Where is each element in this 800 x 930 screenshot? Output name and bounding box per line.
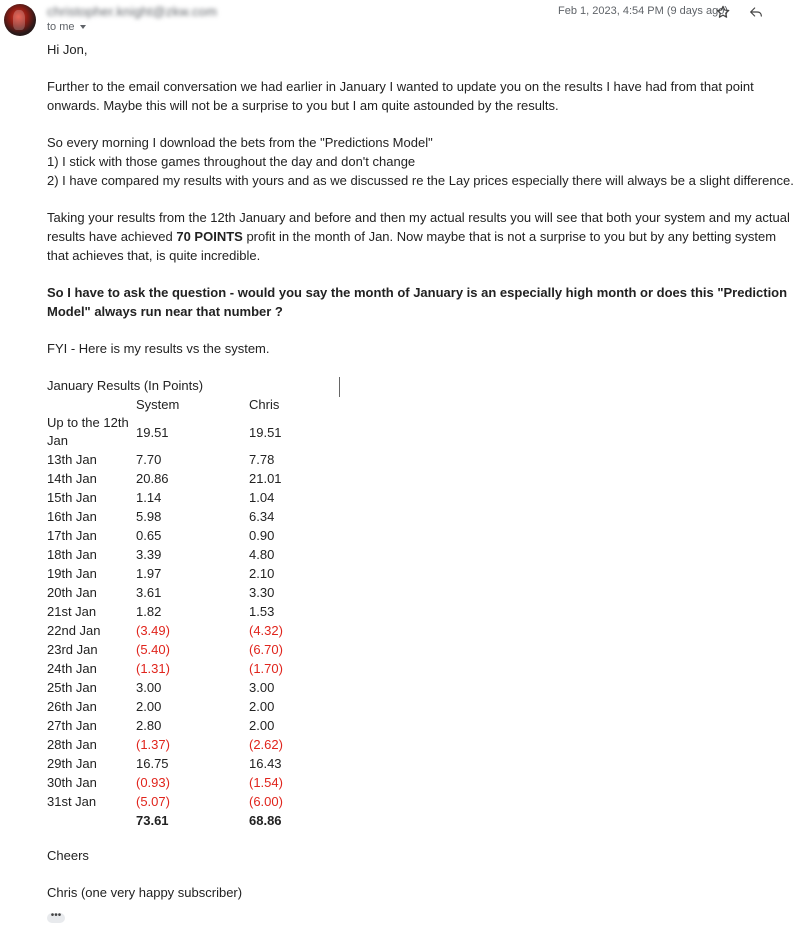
row-label: 29th Jan bbox=[47, 756, 97, 771]
table-row bbox=[47, 488, 309, 507]
sender-email[interactable]: christopher.knight@zkw.com bbox=[47, 4, 218, 19]
cell-chris: 0.90 bbox=[249, 528, 275, 543]
cell-chris: (1.54) bbox=[249, 775, 283, 790]
cell-chris: 2.00 bbox=[249, 718, 275, 733]
signoff: Cheers bbox=[47, 848, 89, 863]
row-label: 17th Jan bbox=[47, 528, 97, 543]
cell-chris: (4.32) bbox=[249, 623, 283, 638]
cell-system: 1.14 bbox=[136, 490, 162, 505]
cell-system: (1.37) bbox=[136, 737, 170, 752]
total-chris: 68.86 bbox=[249, 813, 282, 828]
row-label: 28th Jan bbox=[47, 737, 97, 752]
reply-icon[interactable] bbox=[746, 2, 766, 22]
cell-system: 2.00 bbox=[136, 699, 162, 714]
row-label: 22nd Jan bbox=[47, 623, 101, 638]
recipient-details[interactable] bbox=[47, 21, 86, 33]
cell-chris: 4.80 bbox=[249, 547, 275, 562]
cell-system: 1.97 bbox=[136, 566, 162, 581]
cell-system: (5.07) bbox=[136, 794, 170, 809]
cell-chris: (6.00) bbox=[249, 794, 283, 809]
table-row bbox=[47, 735, 309, 754]
question-text: So I have to ask the question - would you say the month of January is an especially high month or does this "Prediction Model" always run near that number ? bbox=[47, 285, 788, 319]
p3-after: profit in the month of Jan. Now maybe that is not a surprise to you but by any betting system that achieves that, is quite incredible. bbox=[47, 229, 777, 263]
cell-system: 3.39 bbox=[136, 547, 162, 562]
show-trimmed-content-button[interactable]: ••• bbox=[47, 913, 65, 923]
table-row bbox=[47, 450, 309, 469]
table-row bbox=[47, 602, 309, 621]
row-label: 14th Jan bbox=[47, 471, 97, 486]
table-row bbox=[47, 697, 309, 716]
row-label: 31st Jan bbox=[47, 794, 97, 809]
cell-system: 20.86 bbox=[136, 471, 169, 486]
row-label: 26th Jan bbox=[47, 699, 97, 714]
cell-chris: 1.53 bbox=[249, 604, 275, 619]
paragraph-1: Further to the email conversation we had earlier in January I wanted to update you on the results I have had from that point onwards. Maybe this will not be a surprise to you but I am quite astounded by the results. bbox=[47, 79, 754, 113]
column-header-chris: Chris bbox=[249, 397, 280, 412]
table-row bbox=[47, 621, 309, 640]
cell-chris: 3.00 bbox=[249, 680, 275, 695]
table-row bbox=[47, 507, 309, 526]
cell-chris: 3.30 bbox=[249, 585, 275, 600]
header-blank bbox=[47, 395, 136, 414]
cell-system: (3.49) bbox=[136, 623, 170, 638]
row-label: Up to the 12th Jan bbox=[47, 415, 129, 448]
paragraph-2-line-3: 2) I have compared my results with yours and as we discussed re the Lay prices especially there will always be a slight difference. bbox=[47, 173, 794, 188]
row-label: 15th Jan bbox=[47, 490, 97, 505]
recipient-label: to me bbox=[47, 21, 75, 33]
cell-chris: 19.51 bbox=[249, 424, 282, 440]
paragraph-2-line-1: So every morning I download the bets from the "Predictions Model" bbox=[47, 135, 433, 150]
p3-before: Taking your results from the 12th January and before and then my actual results you will see that both your system and my actual results have achieved bbox=[47, 210, 790, 244]
star-icon[interactable] bbox=[713, 2, 733, 22]
results-table bbox=[47, 395, 309, 830]
table-row bbox=[47, 716, 309, 735]
sender-avatar[interactable] bbox=[4, 4, 36, 36]
cell-chris: 6.34 bbox=[249, 509, 275, 524]
email-date: Feb 1, 2023, 4:54 PM (9 days ago) bbox=[558, 5, 728, 17]
row-label: 20th Jan bbox=[47, 585, 97, 600]
row-label: 24th Jan bbox=[47, 661, 97, 676]
cell-chris: 2.00 bbox=[249, 699, 275, 714]
row-label: 25th Jan bbox=[47, 680, 97, 695]
row-label: 19th Jan bbox=[47, 566, 97, 581]
row-label: 23rd Jan bbox=[47, 642, 98, 657]
cell-chris: 16.43 bbox=[249, 756, 282, 771]
table-row bbox=[47, 792, 309, 811]
greeting: Hi Jon, bbox=[47, 42, 88, 57]
cell-system: 1.82 bbox=[136, 604, 162, 619]
cell-system: 0.65 bbox=[136, 528, 162, 543]
row-label: 30th Jan bbox=[47, 775, 97, 790]
cell-system: (1.31) bbox=[136, 661, 170, 676]
table-row bbox=[47, 659, 309, 678]
column-header-system: System bbox=[136, 397, 180, 412]
question bbox=[47, 283, 795, 321]
results-title: January Results (In Points) bbox=[47, 378, 204, 393]
chevron-down-icon[interactable] bbox=[80, 25, 86, 29]
table-row bbox=[47, 414, 309, 450]
row-label: 27th Jan bbox=[47, 718, 97, 733]
row-label: 13th Jan bbox=[47, 452, 97, 467]
table-row bbox=[47, 564, 309, 583]
table-row bbox=[47, 640, 309, 659]
paragraph-2-line-2: 1) I stick with those games throughout the day and don't change bbox=[47, 154, 416, 169]
cell-system: 16.75 bbox=[136, 756, 169, 771]
row-label: 16th Jan bbox=[47, 509, 97, 524]
cell-system: 2.80 bbox=[136, 718, 162, 733]
table-row bbox=[47, 526, 309, 545]
table-row bbox=[47, 678, 309, 697]
table-row bbox=[47, 545, 309, 564]
cell-chris: 7.78 bbox=[249, 452, 275, 467]
email-body bbox=[47, 40, 795, 902]
cell-chris: (6.70) bbox=[249, 642, 283, 657]
row-label: 18th Jan bbox=[47, 547, 97, 562]
cell-chris: 1.04 bbox=[249, 490, 275, 505]
paragraph-3 bbox=[47, 208, 795, 265]
table-row bbox=[47, 773, 309, 792]
row-label: 21st Jan bbox=[47, 604, 97, 619]
cell-system: 3.00 bbox=[136, 680, 162, 695]
cell-system: 19.51 bbox=[136, 424, 169, 440]
table-row bbox=[47, 754, 309, 773]
cell-chris: (1.70) bbox=[249, 661, 283, 676]
cell-chris: 2.10 bbox=[249, 566, 275, 581]
cell-system: (5.40) bbox=[136, 642, 170, 657]
total-system: 73.61 bbox=[136, 813, 169, 828]
table-row bbox=[47, 583, 309, 602]
cell-chris: 21.01 bbox=[249, 471, 282, 486]
cell-system: 3.61 bbox=[136, 585, 162, 600]
totals-blank bbox=[47, 811, 136, 830]
signature: Chris (one very happy subscriber) bbox=[47, 885, 243, 900]
table-header-row bbox=[47, 395, 309, 414]
cell-chris: (2.62) bbox=[249, 737, 283, 752]
fyi-line: FYI - Here is my results vs the system. bbox=[47, 341, 270, 356]
table-row bbox=[47, 469, 309, 488]
cell-system: 5.98 bbox=[136, 509, 162, 524]
cell-system: 7.70 bbox=[136, 452, 162, 467]
p3-bold: 70 POINTS bbox=[176, 229, 243, 244]
totals-row bbox=[47, 811, 309, 830]
cell-system: (0.93) bbox=[136, 775, 170, 790]
